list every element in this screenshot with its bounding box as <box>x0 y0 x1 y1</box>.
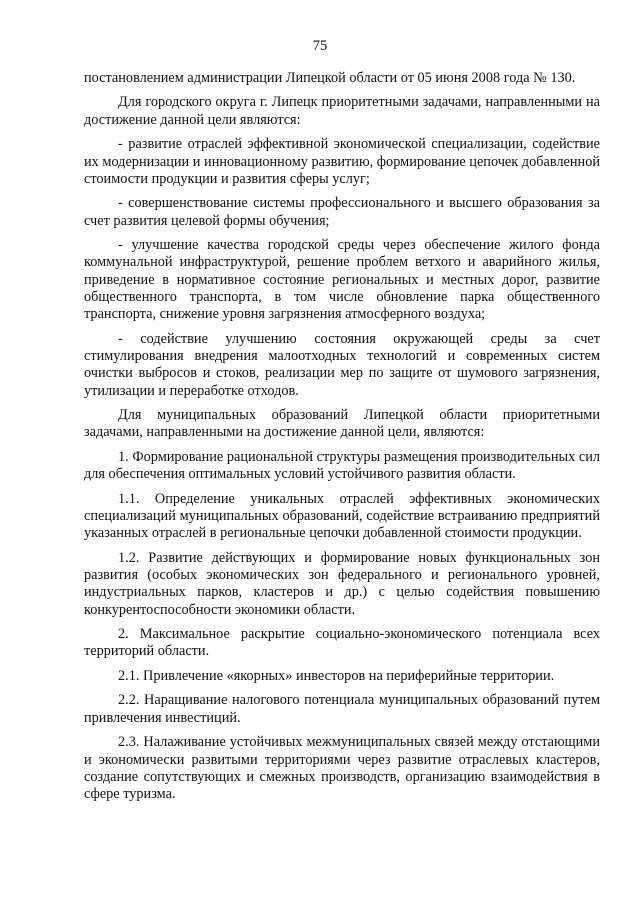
paragraph-item-1-1: 1.1. Определение уникальных отраслей эффективных экономических специализаций муниципальных образований, содействие встраиванию предприятий указанных отраслей в региональные цепочки добавленной стоимости продукции. <box>84 490 600 542</box>
paragraph-lipetsk-tasks-intro: Для городского округа г. Липецк приоритетными задачами, направленными на достижение данной цели являются: <box>84 94 600 128</box>
paragraph-item-1-2: 1.2. Развитие действующих и формирование новых функциональных зон развития (особых экономических зон федерального и регионального уровней, индустриальных парков, кластеров и др.) с целью содействия повышению конкурентоспособности экономики области. <box>84 549 600 618</box>
paragraph-item-2-2: 2.2. Наращивание налогового потенциала муниципальных образований путем привлечения инвестиций. <box>84 692 600 726</box>
paragraph-item-2: 2. Максимальное раскрытие социально-экономического потенциала всех территорий области. <box>84 626 600 660</box>
paragraph-item-2-3: 2.3. Налаживание устойчивых межмуниципальных связей между отстающими и экономически развитыми территориями через развитие отраслевых кластеров, создание сопутствующих и смежных производств, организацию взаимодействия в сфере туризма. <box>84 734 600 803</box>
paragraph-bullet-education: - совершенствование системы профессионального и высшего образования за счет развития целевой формы обучения; <box>84 195 600 229</box>
paragraph-municipal-tasks-intro: Для муниципальных образований Липецкой области приоритетными задачами, направленными на достижение данной цели, являются: <box>84 407 600 441</box>
paragraph-item-2-1: 2.1. Привлечение «якорных» инвесторов на периферийные территории. <box>118 667 555 684</box>
paragraph-item-1: 1. Формирование рациональной структуры размещения производительных сил для обеспечения оптимальных условий устойчивого развития области. <box>84 448 600 483</box>
document-body <box>84 70 600 811</box>
paragraph-bullet-urban-environment: - улучшение качества городской среды через обеспечение жилого фонда коммунальной инфраструктурой, решение проблем ветхого и аварийного жилья, приведение в нормативное состояние региональных и местных дорог, развитие общественного транспорта, в том числе обновление парка общественного транспорта, снижение уровня загрязнения атмосферного воздуха; <box>84 237 600 323</box>
paragraph-bullet-ecology: - содействие улучшению состояния окружающей среды за счет стимулирования внедрения малоотходных технологий и современных систем очистки выбросов и стоков, реализации мер по защите от шумового загрязнения, утилизации и переработке отходов. <box>84 330 600 399</box>
paragraph-bullet-specialization: - развитие отраслей эффективной экономической специализации, содействие их модернизации и инновационному развитию, формирование цепочек добавленной стоимости продукции и развития сферы услуг; <box>84 136 600 187</box>
paragraph-continuation: постановлением администрации Липецкой области от 05 июня 2008 года № 130. <box>84 70 576 86</box>
page-number: 75 <box>312 38 328 54</box>
